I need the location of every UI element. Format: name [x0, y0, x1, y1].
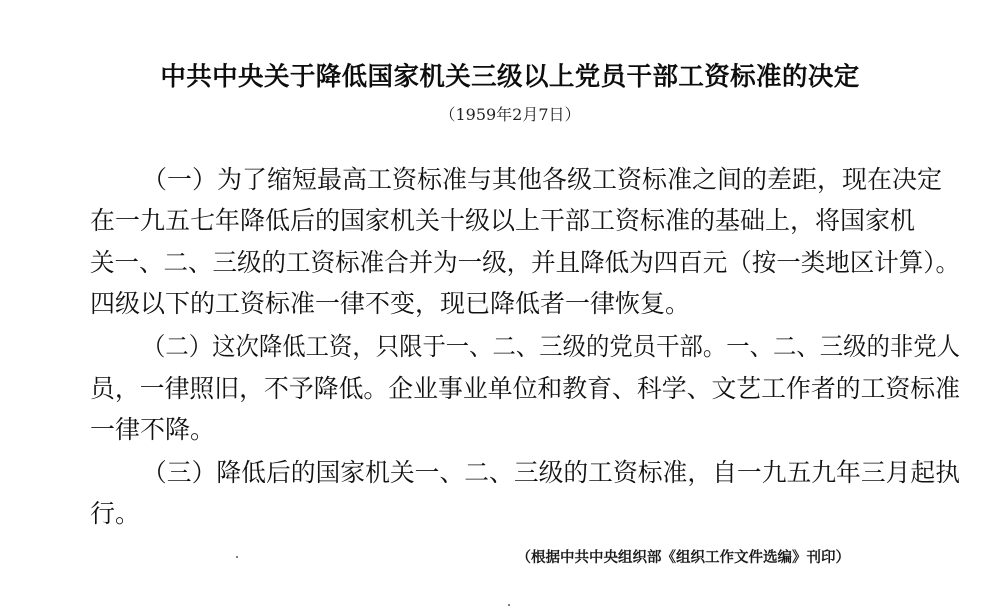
- paragraph-line: 员，一律照旧，不予降低。企业事业单位和教育、科学、文艺工作者的工资标准: [90, 374, 961, 403]
- paragraph-line: （三）降低后的国家机关一、二、三级的工资标准，自一九五九年三月起执: [142, 458, 961, 487]
- document-date: （1959年2月7日）: [439, 105, 581, 124]
- paragraph-line: 四级以下的工资标准一律不变，现已降低者一律恢复。: [90, 289, 691, 318]
- document-title: 中共中央关于降低国家机关三级以上党员干部工资标准的决定: [160, 62, 860, 92]
- source-note: （根据中共中央组织部《组织工作文件选编》刊印）: [516, 550, 850, 566]
- paragraph-line: 行。: [90, 499, 141, 528]
- paragraph-line: （一）为了缩短最高工资标准与其他各级工资标准之间的差距，现在决定: [142, 165, 943, 194]
- paragraph-line: 一律不降。: [90, 415, 216, 444]
- paragraph-line: 在一九五七年降低后的国家机关十级以上干部工资标准的基础上，将国家机: [90, 206, 916, 235]
- scan-speck: [236, 556, 238, 558]
- paragraph-line: 关一、二、三级的工资标准合并为一级，并且降低为四百元（按一类地区计算）。: [90, 248, 961, 277]
- paragraph-line: （二）这次降低工资，只限于一、二、三级的党员干部。一、二、三级的非党人: [142, 332, 960, 361]
- scan-speck: [508, 604, 510, 606]
